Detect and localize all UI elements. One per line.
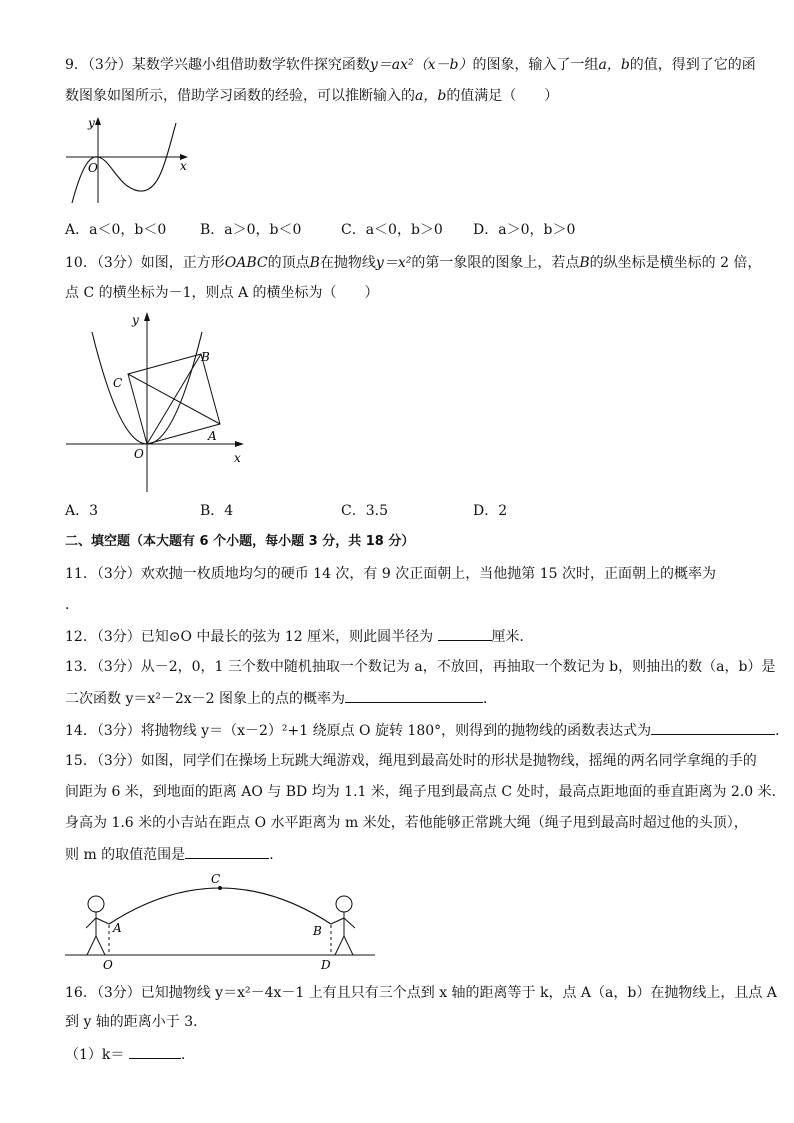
q10-o-label: O	[134, 447, 144, 461]
q15-line2: 间距为 6 米，到地面的距离 AO 与 BD 均为 1.1 米，绳子甩到最高点 C 处时，最高点距地面的垂直距离为 2.0 米．	[65, 784, 786, 800]
q12-answer-blank[interactable]	[438, 626, 492, 641]
q10-b-label: B	[201, 350, 210, 364]
q16-line1: 16．（3分）已知抛物线 y＝x²－4x－1 上有且只有三个点到 x 轴的距离等于 k，点 A（a，b）在抛物线上，且点 A	[65, 985, 777, 1001]
q14-line: 14．（3分）将抛物线 y＝（x－2）²+1 绕原点 O 旋转 180°，则得到的抛物线的函数表达式为 ．	[65, 720, 789, 741]
q10-graph	[62, 310, 252, 495]
q10-a-label: A	[208, 429, 217, 443]
q15-b-label: B	[313, 924, 322, 938]
q10-options	[65, 501, 565, 521]
q9-line2: 数图象如图所示，借助学习函数的经验，可以推断输入的a，b的值满足（ ）	[65, 88, 559, 104]
q15-right-person-arm-left	[331, 918, 344, 924]
q15-o-label: O	[103, 958, 113, 972]
q15-figure	[65, 868, 385, 973]
q9-graph	[62, 115, 202, 210]
q9-option-a[interactable]: A．a＜0，b＜0	[65, 222, 167, 238]
q9-line1: 9．（3分）某数学兴趣小组借助数学软件探究函数y＝ax²（x－b）的图象，输入了一组a，b的值，得到了它的函	[65, 57, 756, 73]
q12-line: 12．（3分）已知⊙O 中最长的弦为 12 厘米，则此圆半径为 厘米．	[65, 626, 534, 647]
q10-x-label: x	[234, 451, 241, 465]
q15-line4: 则 m 的取值范围是 ．	[65, 844, 283, 865]
q10-y-label: y	[132, 313, 139, 327]
q13-answer-blank[interactable]	[345, 688, 483, 703]
q15-left-person-leg-left	[87, 936, 96, 955]
q15-right-person-head	[336, 896, 352, 912]
q9-option-d[interactable]: D．a＞0，b＞0	[473, 222, 576, 238]
q15-line1: 15．（3分）如图，同学们在操场上玩跳大绳游戏，绳甩到最高处时的形状是抛物线，摇绳的两名同学拿绳的手的	[65, 753, 757, 769]
q15-c-label: C	[211, 872, 221, 886]
q15-left-person-arm-left	[86, 918, 96, 928]
q9-option-c[interactable]: C．a＜0，b＞0	[341, 222, 443, 238]
q15-rope	[109, 888, 331, 924]
q16-sub1-answer-blank[interactable]	[129, 1044, 181, 1059]
q15-right-person-leg-left	[335, 936, 344, 955]
q16-line2: 到 y 轴的距离小于 3．	[65, 1014, 208, 1030]
q15-left-person-arm-right	[96, 918, 109, 924]
q15-line3: 身高为 1.6 米的小吉站在距点 O 水平距离为 m 米处，若他能够正常跳大绳（绳子甩到最高时超过他的头顶），	[65, 815, 748, 831]
q9-option-b[interactable]: B．a＞0，b＜0	[200, 222, 302, 238]
q13-line2: 二次函数 y＝x²－2x－2 图象上的点的概率为 ．	[65, 688, 497, 709]
q14-answer-blank[interactable]	[651, 720, 775, 735]
q10-option-d[interactable]: D．2	[473, 503, 508, 519]
q15-left-person-leg-right	[96, 936, 105, 955]
q11-line2: ．	[65, 597, 79, 613]
q15-left-person-head	[88, 896, 104, 912]
q10-option-a[interactable]: A．3	[65, 503, 99, 519]
q9-o-label: O	[88, 161, 98, 175]
q16-sub1: （1）k＝ ．	[65, 1044, 195, 1065]
q13-line1: 13．（3分）从－2，0，1 三个数中随机抽取一个数记为 a，不放回，再抽取一个数记为 b，则抽出的数（a，b）是	[65, 659, 776, 675]
section2-title: 二、填空题（本大题有 6 个小题，每小题 3 分，共 18 分）	[65, 534, 415, 549]
q9-options	[65, 220, 576, 240]
q11-line1: 11．（3分）欢欢抛一枚质地均匀的硬币 14 次，有 9 次正面朝上，当他抛第 15 次时，正面朝上的概率为	[65, 566, 716, 582]
q10-line1: 10．（3分）如图，正方形OABC的顶点B在抛物线y＝x²的第一象限的图象上，若点B的纵坐标是横坐标的 2 倍，	[65, 255, 762, 271]
q9-y-label: y	[88, 116, 95, 130]
q10-y-arrow	[144, 312, 150, 321]
q15-d-label: D	[321, 958, 331, 972]
q9-x-label: x	[180, 159, 187, 173]
q15-point-c	[218, 886, 222, 890]
q10-line2: 点 C 的横坐标为－1，则点 A 的横坐标为（ ）	[65, 285, 379, 301]
q10-x-arrow	[235, 441, 244, 447]
q10-c-label: C	[113, 376, 123, 390]
q15-a-label: A	[113, 921, 122, 935]
q9-y-arrow	[95, 117, 101, 125]
q10-option-c[interactable]: C．3.5	[341, 503, 388, 519]
q15-right-person-leg-right	[344, 936, 353, 955]
q10-option-b[interactable]: B．4	[200, 503, 234, 519]
q15-answer-blank[interactable]	[185, 844, 269, 859]
q15-right-person-arm-right	[344, 918, 355, 928]
